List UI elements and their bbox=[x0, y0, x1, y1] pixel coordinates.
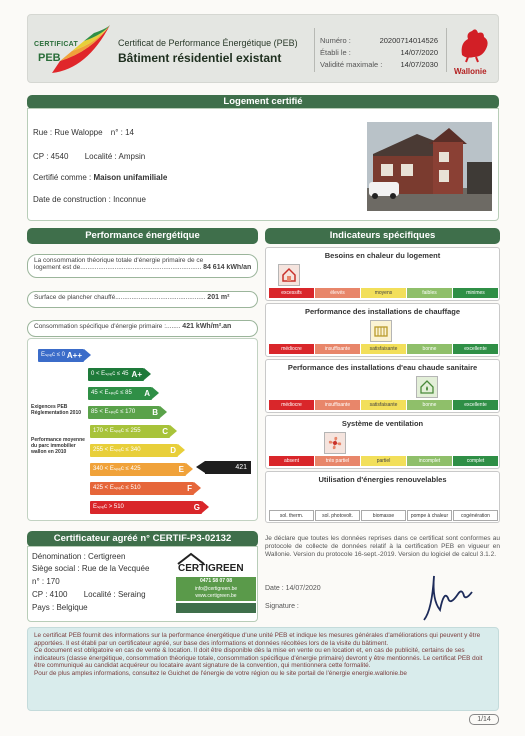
energy-class-range: 45 < Eₛₚₑc ≤ 85 bbox=[91, 390, 132, 396]
energy-class-c bbox=[90, 425, 170, 438]
chauffage-box bbox=[265, 303, 500, 357]
consommation-specifique-dots: ........ bbox=[166, 323, 181, 330]
consommation-line2: logement est de bbox=[34, 264, 81, 271]
energy-class-d bbox=[90, 444, 178, 457]
cert-cp-label: CP : bbox=[32, 590, 48, 599]
energy-class-range: 85 < Eₛₚₑc ≤ 170 bbox=[91, 409, 136, 415]
scale-cell-0: excessifs bbox=[269, 288, 314, 298]
rue-row bbox=[33, 128, 134, 137]
energy-class-list bbox=[28, 339, 257, 520]
energy-class-arrow-icon bbox=[186, 463, 193, 475]
energy-class-letter: G bbox=[193, 503, 200, 512]
scale-cell-3: faibles bbox=[407, 288, 452, 298]
scale-cell-4: complet bbox=[453, 456, 498, 466]
signature-label: Signature : bbox=[265, 603, 299, 610]
consommation-dots: ................................................................... bbox=[80, 264, 202, 271]
numero-value: 20200714014526 bbox=[379, 36, 438, 45]
cp-value: 4540 bbox=[50, 152, 69, 161]
certificateur-title-bar: Certificateur agréé n° CERTIF-P3-02132 bbox=[27, 531, 258, 547]
page-number: 1/14 bbox=[469, 714, 499, 725]
besoins-title: Besoins en chaleur du logement bbox=[324, 251, 441, 260]
energy-class-range: Eₛₚₑc ≤ 0 bbox=[41, 352, 66, 358]
energy-class-range: Eₛₚₑc > 510 bbox=[93, 504, 124, 510]
scale-cell-4: cogénération bbox=[453, 510, 498, 521]
cert-cp-value: 4100 bbox=[49, 590, 68, 599]
localite-value: Ampsin bbox=[118, 152, 146, 161]
chauffage-title: Performance des installations de chauffage bbox=[304, 307, 461, 316]
etabli-value: 14/07/2020 bbox=[400, 48, 438, 57]
denomination-value: Certigreen bbox=[88, 552, 126, 561]
energy-class-aplusplus bbox=[38, 349, 84, 362]
energy-class-arrow-icon bbox=[160, 406, 167, 418]
indicators-title-bar: Indicateurs spécifiques bbox=[265, 228, 500, 244]
cp-label: CP : bbox=[33, 152, 49, 161]
energy-class-letter: A+ bbox=[131, 370, 142, 379]
validite-value: 14/07/2030 bbox=[400, 60, 438, 69]
declaration-date-value: 14/07/2020 bbox=[285, 585, 321, 592]
scale-cell-2: partiel bbox=[361, 456, 406, 466]
document-title: Certificat de Performance Énergétique (PEB) bbox=[118, 38, 298, 48]
energy-class-letter: A++ bbox=[66, 351, 82, 360]
localite-label: Localité : bbox=[84, 152, 117, 161]
denomination-label: Dénomination : bbox=[32, 552, 86, 561]
handwritten-signature bbox=[418, 570, 478, 622]
certifie-row bbox=[33, 173, 167, 182]
siege-row bbox=[32, 564, 149, 573]
certificateur-section bbox=[27, 546, 258, 622]
energy-class-letter: B bbox=[152, 408, 158, 417]
certifie-value: Maison unifamiliale bbox=[93, 173, 168, 182]
header-divider bbox=[314, 28, 315, 72]
ecs-title: Performance des installations d'eau chaude sanitaire bbox=[287, 363, 478, 372]
declaration-text: Je déclare que toutes les données reprises dans ce certificat sont conformes au protocole de collecte de données relatif à la certification PEB en vigueur en Wallonie. Version du protocole 16-sept.-2019. Version du logiciel de calcul 3.1.2. bbox=[265, 535, 500, 558]
footer-info bbox=[27, 627, 499, 711]
consommation-totale bbox=[27, 254, 258, 278]
date-construction-value: Inconnue bbox=[113, 195, 146, 204]
siege-value: Rue de la Vecquée bbox=[81, 564, 150, 573]
validite-label: Validité maximale : bbox=[320, 60, 383, 69]
radiator-icon bbox=[370, 320, 392, 342]
document-header bbox=[27, 14, 499, 83]
region-label: Wallonie bbox=[454, 67, 487, 76]
surface-label: Surface de plancher chauffé bbox=[34, 294, 116, 301]
energy-class-range: 170 < Eₛₚₑc ≤ 255 bbox=[93, 428, 141, 434]
numero-label: n° : bbox=[110, 128, 123, 137]
energy-class-letter: E bbox=[178, 465, 184, 474]
ventilation-icon bbox=[324, 432, 346, 454]
certigreen-logo bbox=[174, 552, 258, 618]
renouvelables-box bbox=[265, 471, 500, 523]
certifie-label: Certifié comme : bbox=[33, 173, 92, 182]
scale-cell-2: moyens bbox=[361, 288, 406, 298]
energy-class-arrow-icon bbox=[194, 482, 201, 494]
denomination-row bbox=[32, 552, 125, 561]
wallonie-rooster-icon bbox=[456, 25, 492, 63]
siege-numero-label: n° : bbox=[32, 577, 45, 586]
pays-label: Pays : bbox=[32, 603, 55, 612]
scale-cell-2: satisfaisante bbox=[361, 344, 406, 354]
numero-value: 14 bbox=[125, 128, 135, 137]
scale-cell-1: insuffisante bbox=[315, 400, 360, 410]
scale-cell-1: très partiel bbox=[315, 456, 360, 466]
cert-localite-value: Seraing bbox=[117, 590, 146, 599]
pays-row bbox=[32, 603, 88, 612]
energy-class-g bbox=[90, 501, 202, 514]
scale-cell-0: médiocre bbox=[269, 344, 314, 354]
siege-label: Siège social : bbox=[32, 564, 80, 573]
scale-cell-1: élevés bbox=[315, 288, 360, 298]
declaration-date bbox=[265, 585, 321, 592]
surface-value: 201 m² bbox=[207, 294, 230, 301]
scale-cell-3: bonne bbox=[407, 400, 452, 410]
siege-numero-value: 170 bbox=[46, 577, 60, 586]
eau-chaude-box bbox=[265, 359, 500, 413]
consommation-line1: La consommation théorique totale d'énergie primaire de ce bbox=[34, 257, 204, 264]
moyenne-note: Performance moyenne du parc immobilier wallon en 2010 bbox=[31, 437, 85, 455]
scale-cell-3: incomplet bbox=[407, 456, 452, 466]
certigreen-phone: 0471 58 07 08 bbox=[200, 578, 232, 584]
scale-cell-0: absent bbox=[269, 456, 314, 466]
document-subtitle: Bâtiment résidentiel existant bbox=[118, 51, 282, 65]
energy-class-a bbox=[88, 387, 152, 400]
scale-cell-2: biomasse bbox=[361, 510, 406, 521]
energy-class-arrow-icon bbox=[152, 387, 159, 399]
certigreen-contact bbox=[176, 577, 256, 601]
consommation-specifique bbox=[27, 320, 258, 337]
scale-cell-2: satisfaisante bbox=[361, 400, 406, 410]
rue-value: Rue Waloppe bbox=[54, 128, 103, 137]
cert-cp-row bbox=[32, 590, 146, 599]
cert-localite-label: Localité : bbox=[83, 590, 116, 599]
indicator-value: 421 bbox=[205, 461, 251, 474]
hot-water-icon bbox=[416, 376, 438, 398]
scale-cell-4: excellente bbox=[453, 344, 498, 354]
declaration-date-label: Date : bbox=[265, 585, 284, 592]
siege-numero-row bbox=[32, 577, 60, 586]
header-divider bbox=[446, 28, 447, 72]
cp-row bbox=[33, 152, 145, 161]
energy-class-range: 340 < Eₛₚₑc ≤ 425 bbox=[93, 466, 141, 472]
energy-class-letter: D bbox=[170, 446, 176, 455]
house-photo-illustration bbox=[367, 122, 492, 211]
house-heat-icon bbox=[278, 264, 300, 286]
energy-class-e bbox=[90, 463, 186, 476]
scale-cell-4: minimes bbox=[453, 288, 498, 298]
scale-cell-3: bonne bbox=[407, 344, 452, 354]
logo-peb: PEB bbox=[38, 52, 61, 64]
etabli-label: Établi le : bbox=[320, 48, 351, 57]
consommation-specifique-label: Consommation spécifique d'énergie primaire : bbox=[34, 323, 167, 330]
energy-class-arrow-icon bbox=[144, 368, 151, 380]
surface-dots: .................................................. bbox=[115, 294, 206, 301]
footer-paragraph-2: Ce document est obligatoire en cas de vente & location. Il doit être disponible dès la mise en vente ou en location et, en cas de publicité, certains de ses indicateurs (classe énergétique, consommation théorique totale, consommation spécifique d'énergie primaire) devront y être mentionnés. Le certificat PEB doit être communiqué au candidat acquéreur ou locataire avant signature de la convention, qui mentionnera cette formalité. bbox=[34, 647, 483, 670]
pays-value: Belgique bbox=[56, 603, 88, 612]
scale-cell-1: sol. photovolt. bbox=[315, 510, 360, 521]
consommation-totale-value: 84 614 kWh/an bbox=[203, 264, 251, 271]
scale-cell-4: excellente bbox=[453, 400, 498, 410]
exigences-note: Exigences PEB Réglementation 2010 bbox=[31, 404, 82, 416]
besoins-chaleur-box bbox=[265, 247, 500, 301]
certigreen-services-band bbox=[176, 603, 256, 613]
energy-class-range: 0 < Eₛₚₑc ≤ 45 bbox=[91, 371, 129, 377]
consommation-specifique-value: 421 kWh/m².an bbox=[182, 323, 232, 330]
house-photo bbox=[367, 122, 492, 211]
energy-class-scale bbox=[27, 338, 258, 521]
date-construction-row bbox=[33, 195, 146, 204]
energy-class-aplus bbox=[88, 368, 144, 381]
performance-title-bar: Performance énergétique bbox=[27, 228, 258, 244]
logement-title-bar: Logement certifié bbox=[27, 95, 499, 109]
energy-class-arrow-icon bbox=[170, 425, 177, 437]
energy-class-letter: A bbox=[144, 389, 150, 398]
energy-class-range: 255 < Eₛₚₑc ≤ 340 bbox=[93, 447, 141, 453]
energy-class-letter: C bbox=[162, 427, 168, 436]
ventilation-box bbox=[265, 415, 500, 469]
renouvelables-title: Utilisation d'énergies renouvelables bbox=[318, 475, 447, 484]
peb-logo-swoosh-icon bbox=[32, 21, 112, 79]
scale-cell-0: médiocre bbox=[269, 400, 314, 410]
scale-cell-0: sol. therm. bbox=[269, 510, 314, 521]
energy-class-b bbox=[88, 406, 160, 419]
scale-cell-1: insuffisante bbox=[315, 344, 360, 354]
surface-plancher bbox=[27, 291, 258, 308]
energy-class-f bbox=[90, 482, 194, 495]
energy-class-range: 425 < Eₛₚₑc ≤ 510 bbox=[93, 485, 141, 491]
certigreen-logo-name: CERTIGREEN bbox=[178, 563, 244, 574]
energy-class-arrow-icon bbox=[202, 501, 209, 513]
energy-class-arrow-icon bbox=[84, 349, 91, 361]
ventilation-title: Système de ventilation bbox=[341, 419, 424, 428]
certigreen-web: www.certigreen.be bbox=[195, 593, 237, 599]
numero-label: Numéro : bbox=[320, 36, 351, 45]
logo-text: CERTIFICAT bbox=[34, 41, 79, 48]
rue-label: Rue : bbox=[33, 128, 53, 137]
indicator-arrow-icon bbox=[196, 461, 205, 473]
energy-class-letter: F bbox=[187, 484, 192, 493]
footer-paragraph-1: Le certificat PEB fournit des informations sur la performance énergétique d'une unité PEB et indique les mesures générales d'améliorations qui peuvent y être apportées. Il est établi par un certificateur agréé, sur base des informations et données récoltées lors de la visite du bâtiment. bbox=[34, 632, 481, 647]
date-construction-label: Date de construction : bbox=[33, 195, 111, 204]
energy-class-arrow-icon bbox=[178, 444, 185, 456]
certigreen-email: info@certigreen.be bbox=[194, 585, 238, 592]
footer-paragraph-3: Pour de plus amples informations, consultez le Guichet de l'énergie de votre région ou le site portail de l'énergie energie.wallonie.be bbox=[34, 669, 407, 677]
scale-cell-3: pompe à chaleur bbox=[407, 510, 452, 521]
